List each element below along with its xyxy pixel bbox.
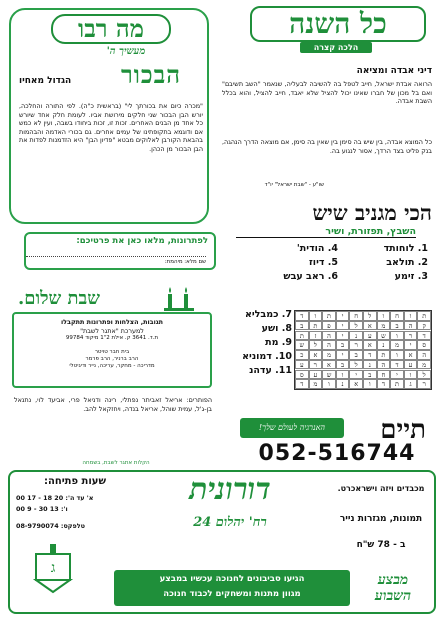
quiz-word: 8. ושע	[261, 323, 292, 334]
shabbat-info-box	[12, 312, 212, 388]
grid-cell: ו	[404, 370, 418, 380]
firstborn-subheading: מעשיך ה'	[106, 46, 146, 57]
grid-cell: ו	[322, 379, 336, 389]
thys-phone: 052-516744	[258, 441, 416, 466]
grid-cell: ו	[336, 370, 350, 380]
grid-cell: ת	[295, 331, 309, 341]
shabbat-text4: בית חבר טויטר	[94, 348, 130, 355]
grid-cell: א	[363, 340, 377, 350]
grid-cell: י	[349, 370, 363, 380]
grid-cell: ה	[377, 360, 391, 370]
shabbat-panel	[10, 288, 216, 458]
grid-cell: א	[309, 350, 323, 360]
shabbat-text1: תגובות, הצלחות ופתרונות תתקבלו	[60, 318, 163, 326]
shabbat-text6: מדריכה - מחקר, עריכה, נייר ודיגיטלי	[69, 363, 155, 370]
quiz-panel	[222, 200, 436, 412]
grid-cell: ו	[309, 311, 323, 321]
halacha-subtitle: הלכה קצרה	[300, 42, 372, 53]
durnit-right1: מכבדים ויזה וישראכרט.	[337, 484, 425, 493]
durnit-mivtza: מבצע השבוע	[374, 572, 412, 604]
grid-cell: ע	[363, 331, 377, 341]
grid-cell: ת	[417, 311, 431, 321]
grid-cell: ה	[417, 350, 431, 360]
halacha-panel	[220, 6, 434, 194]
grid-cell: ש	[322, 370, 336, 380]
grid-cell: י	[390, 370, 404, 380]
answers-title: לפתרונות, מלאו כאן את פרטיכם:	[76, 236, 208, 246]
grid-cell: ו	[363, 379, 377, 389]
grid-cell: פ	[322, 321, 336, 331]
quiz-words-right	[348, 242, 428, 284]
grid-cell: ו	[377, 311, 391, 321]
dreidel-icon	[30, 542, 76, 594]
grid-cell: ל	[417, 370, 431, 380]
grid-cell: י	[404, 340, 418, 350]
grid-cell: ל	[349, 360, 363, 370]
grid-cell: כ	[295, 350, 309, 360]
grid-cell: ב	[295, 321, 309, 331]
grid-cell: ה	[322, 331, 336, 341]
quiz-word: 11. עדהנ	[249, 365, 292, 376]
quiz-word: 3. זימע	[394, 271, 428, 282]
firstborn-heading: מה רבו	[51, 14, 171, 44]
thys-brand: תיים	[380, 415, 426, 445]
quiz-word: 4. הודית'	[296, 243, 338, 254]
durnit-name: דורונית	[189, 472, 271, 507]
grid-cell: ב	[363, 370, 377, 380]
quiz-word: 5. דיוז	[309, 257, 338, 268]
grid-cell: ת	[309, 321, 323, 331]
grid-cell: ת	[390, 379, 404, 389]
firstborn-subtitle: הגדול מאחיו	[19, 76, 72, 86]
grid-cell: א	[349, 379, 363, 389]
quiz-word: 1. לוחותד	[383, 243, 428, 254]
quiz-word: 7. כמבליא	[244, 309, 292, 320]
grid-cell: י	[336, 331, 350, 341]
firstborn-body: "מכרה כיום את בכורתך לי" (בראשית כ"ה). לפי התורה והחלכה, יורש הבן הבכור שני חלקים מירושת אביו. לעומת חלק אחד שיורש כל אחד מן הבנים האחרים. זכות זו, זכות ביחודו בשבה, ועין לא כמש אם ודוגמא בתקופתינו של עמים אחרים. גם בכורי האדמה והבהמות בהבאת הקורבן לאלוקים מבטא "פדיון הבן" היא הזדמנות לפדות את הבן הבכור מן הכהן.	[19, 102, 203, 153]
grid-cell: ג	[404, 379, 418, 389]
grid-cell: י	[336, 311, 350, 321]
grid-cell: ח	[349, 311, 363, 321]
grid-cell: ד	[295, 311, 309, 321]
grid-cell: ד	[377, 379, 391, 389]
footer-note: הקלות אתגר לשבת, בשמחה	[82, 460, 150, 466]
grid-cell: נ	[336, 379, 350, 389]
grid-cell: ב	[349, 350, 363, 360]
grid-cell: י	[336, 321, 350, 331]
shabbat-winners: הפותרים: אריאל זאביתר נפתלי, רינה ודניאל פרי, אביעד לוי, נתנאל בן-ג'ל, עמית שוהל, אריאל בנדה, ויחזקאל להב.	[14, 396, 212, 413]
grid-cell: מ	[377, 321, 391, 331]
grid-cell: ר	[349, 340, 363, 350]
quiz-subtitle: השבץ, תפזורת, ושיר	[236, 226, 416, 238]
grid-cell: י	[336, 350, 350, 360]
halacha-logo: כל השנה	[250, 6, 426, 42]
grid-cell: ב	[390, 321, 404, 331]
grid-cell: ס	[295, 370, 309, 380]
shabbat-text3: ת.ד. 3641 ק. אילת 2"1 מיקוד 99784	[65, 335, 159, 342]
grid-cell: א	[363, 321, 377, 331]
grid-cell: ש	[295, 340, 309, 350]
quiz-word: 2. תולאב	[386, 257, 428, 268]
grid-cell: ב	[336, 360, 350, 370]
durnit-banner	[114, 570, 350, 606]
durnit-banner-text: הגיעו סביבונים לחנוכה עכשיו במבצע	[159, 574, 305, 584]
halacha-body2: כל המוצא אבדה, בין שיש בה סימן בין שאין בה סימן, אם מוצאה הדרך הנהגה, בנק פליט בצד הרדך, אסור לנגוע בה.	[222, 138, 432, 155]
grid-cell: ה	[322, 340, 336, 350]
grid-cell: ל	[349, 321, 363, 331]
grid-cell: ו	[390, 350, 404, 360]
grid-cell: ח	[390, 311, 404, 321]
quiz-word: 9. מת	[265, 337, 292, 348]
grid-cell: ת	[322, 311, 336, 321]
grid-cell: ר	[309, 360, 323, 370]
durnit-street: רח' יהלום 24	[193, 515, 267, 530]
grid-cell: מ	[309, 379, 323, 389]
durnit-right3: ב - 78 ש"ח	[356, 540, 406, 550]
durnit-ad	[8, 470, 436, 614]
firstborn-panel	[9, 8, 209, 224]
grid-cell: ד	[390, 360, 404, 370]
durnit-hours-title: שעות פתיחה:	[43, 476, 107, 487]
halacha-body1: הרואה אבדת ישראל, חייב לטפל בה להשיבה לבעליה, שנאמר "השב תשיבם" ואם בל מכון של חברו שאינו יכול להציל שלא יאבד, חייב להציל, והוא בכלל השבת אבדה.	[222, 80, 432, 106]
shabbat-title: שבת שלום.	[18, 288, 100, 309]
thys-ad	[238, 416, 434, 466]
grid-cell: ע	[295, 360, 309, 370]
quiz-words-extra	[224, 308, 292, 378]
halacha-source: שו"ע - "שבת ישראל" יו"ד	[264, 182, 324, 188]
page	[6, 4, 436, 616]
durnit-phone: 08-9790074 :טלפקס	[16, 522, 85, 530]
word-search-grid	[294, 310, 432, 390]
durnit-right2: תמונות, מגזרות נייר	[339, 514, 423, 524]
grid-cell: נ	[349, 331, 363, 341]
durnit-banner-text2: מגוון מתנות ומשחקים לכבוד חנוכה	[163, 589, 301, 599]
grid-cell: ס	[417, 340, 431, 350]
grid-cell: ת	[377, 350, 391, 360]
shabbat-text2: למערכת "אתגר לשבת"	[80, 326, 144, 335]
halacha-title: דיני אבדה ומציאה	[356, 66, 432, 76]
candles-icon	[162, 284, 196, 312]
grid-cell: ז	[309, 331, 323, 341]
durnit-hours2: ו': 13 30 - 9 00	[16, 505, 68, 513]
grid-cell: ע	[309, 370, 323, 380]
grid-cell: ר	[417, 379, 431, 389]
quiz-word: 10. דמוניא	[242, 351, 292, 362]
grid-cell: מ	[417, 360, 431, 370]
quiz-title: הכי מגניב שיש	[312, 200, 432, 225]
svg-text:ג: ג	[50, 560, 56, 576]
grid-cell: ק	[417, 321, 431, 331]
grid-cell: ב	[336, 340, 350, 350]
grid-cell: ח	[377, 370, 391, 380]
quiz-words-middle	[258, 242, 338, 284]
grid-cell: מ	[322, 350, 336, 360]
grid-cell: ד	[363, 350, 377, 360]
quiz-word: 6. ראב עבש	[283, 271, 338, 282]
grid-cell: נ	[363, 360, 377, 370]
grid-cell: מ	[390, 340, 404, 350]
grid-cell: נ	[377, 340, 391, 350]
grid-cell: ל	[309, 340, 323, 350]
grid-cell: ו	[390, 331, 404, 341]
grid-cell: ר	[404, 331, 418, 341]
firstborn-title: הבכור	[120, 60, 182, 89]
grid-cell: ו	[404, 311, 418, 321]
thys-slogan: האנרגיה לעולם שלך!	[240, 418, 344, 438]
grid-cell: א	[404, 350, 418, 360]
answers-fields: שם מלא: מיהמת:	[26, 256, 206, 266]
grid-cell: ה	[404, 321, 418, 331]
shabbat-text5: הרב ברניר, הרב פרמר	[85, 356, 139, 362]
grid-cell: ל	[363, 311, 377, 321]
grid-cell: ד	[417, 331, 431, 341]
durnit-hours1: א' עד ה': 20 18 - 17 00	[16, 494, 94, 502]
grid-cell: ד	[295, 379, 309, 389]
answers-strip	[24, 232, 216, 270]
grid-cell: ש	[377, 331, 391, 341]
grid-cell: ע	[404, 360, 418, 370]
grid-cell: א	[322, 360, 336, 370]
